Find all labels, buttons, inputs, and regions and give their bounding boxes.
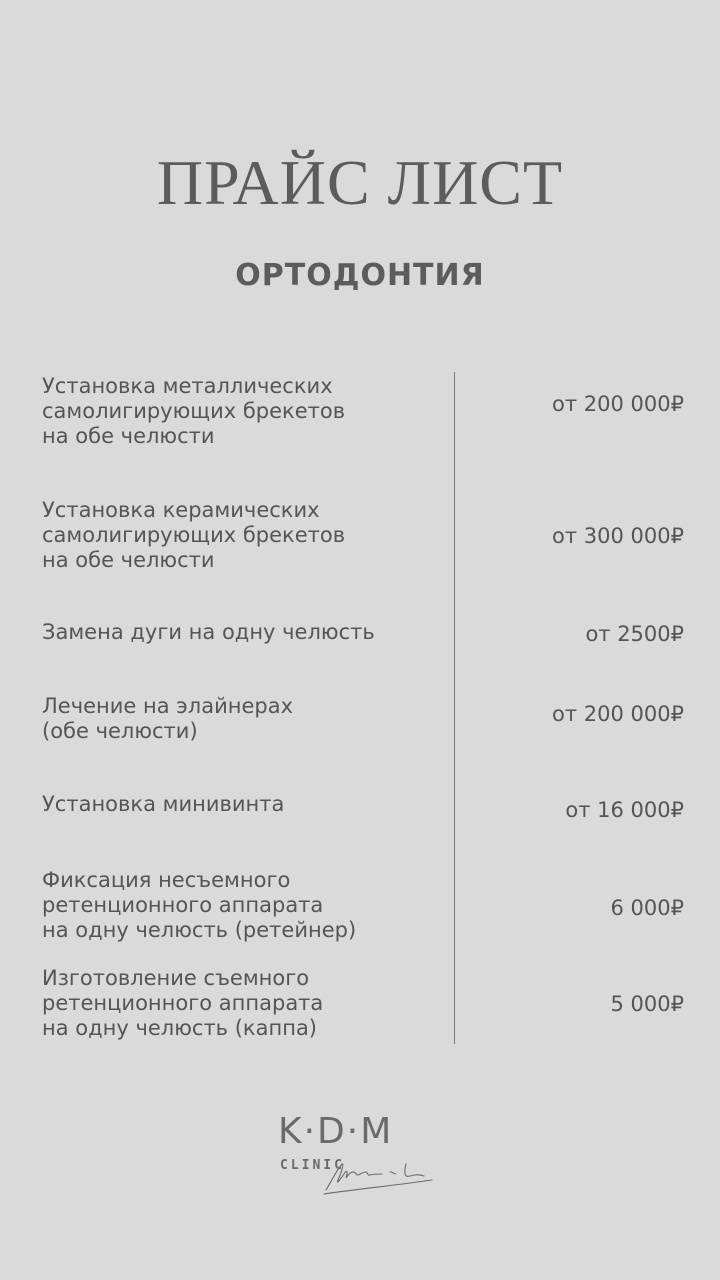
service-name-line: Лечение на элайнерах <box>42 694 294 718</box>
service-name <box>42 694 442 744</box>
service-name-line: Изготовление съемного <box>42 966 310 990</box>
service-name-line: на обе челюсти <box>42 424 215 448</box>
service-price: от 16 000₽ <box>565 798 684 822</box>
service-name-line: самолигирующих брекетов <box>42 523 346 547</box>
service-name-line: Установка керамических <box>42 498 320 522</box>
service-name-line: на одну челюсть (каппа) <box>42 1016 317 1040</box>
service-name-line: на обе челюсти <box>42 548 215 572</box>
service-name-line: Установка металлических <box>42 374 333 398</box>
service-name <box>42 620 442 645</box>
service-name-line: (обе челюсти) <box>42 719 198 743</box>
service-name-line: ретенционного аппарата <box>42 893 324 917</box>
signature-icon <box>320 1150 450 1200</box>
service-price: от 200 000₽ <box>552 702 684 726</box>
logo-sub: CLINIC <box>280 1158 345 1173</box>
page-title: ПРАЙС ЛИСТ <box>156 147 564 218</box>
service-price: от 200 000₽ <box>552 392 684 416</box>
service-name <box>42 966 442 1041</box>
service-name <box>42 868 442 943</box>
service-price: от 2500₽ <box>585 622 684 646</box>
logo-brand: K·D·M <box>278 1111 394 1152</box>
service-name <box>42 498 442 573</box>
column-divider <box>454 372 455 1044</box>
service-price: 6 000₽ <box>610 896 684 920</box>
kdm-clinic-logo <box>270 1110 460 1200</box>
section-title: ОРТОДОНТИЯ <box>235 258 485 293</box>
service-price: 5 000₽ <box>610 992 684 1016</box>
service-name-line: на одну челюсть (ретейнер) <box>42 918 357 942</box>
service-name <box>42 374 442 449</box>
service-name-line: Установка минивинта <box>42 792 285 816</box>
service-name-line: Фиксация несъемного <box>42 868 291 892</box>
service-name <box>42 792 442 817</box>
service-price: от 300 000₽ <box>552 524 684 548</box>
service-name-line: ретенционного аппарата <box>42 991 324 1015</box>
service-name-line: Замена дуги на одну челюсть <box>42 620 375 644</box>
service-name-line: самолигирующих брекетов <box>42 399 346 423</box>
